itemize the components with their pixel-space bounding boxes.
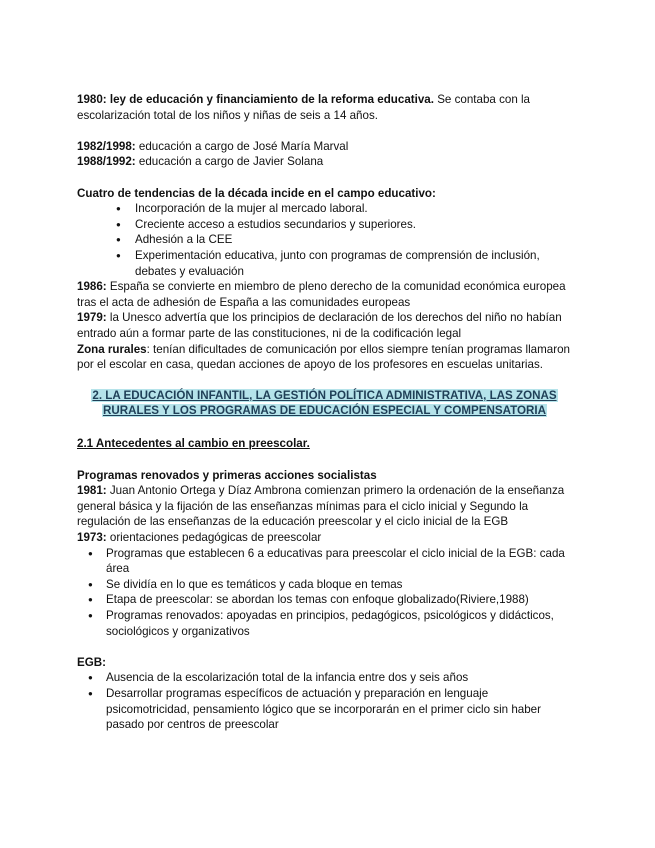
egb-heading: EGB: — [77, 655, 106, 669]
paragraph-1980 — [77, 92, 572, 123]
list-item: ● Creciente acceso a estudios secundarios y superiores. — [77, 217, 572, 233]
period-1988 — [77, 154, 572, 170]
paragraph-1981 — [77, 483, 572, 530]
document-page — [77, 92, 572, 733]
period-1982 — [77, 139, 572, 155]
section-2-heading-line2: RURALES Y LOS PROGRAMAS DE EDUCACIÓN ESPECIAL Y COMPENSATORIA — [103, 404, 546, 418]
period-1988-text: educación a cargo de Javier Solana — [135, 155, 324, 169]
list-item: ● Incorporación de la mujer al mercado laboral. — [77, 201, 572, 217]
section-2-heading-line1: 2. LA EDUCACIÓN INFANTIL, LA GESTIÓN POLÍTICA ADMINISTRATIVA, LAS ZONAS — [92, 388, 557, 402]
tendencias-heading: Cuatro de tendencias de la década incide en el campo educativo: — [77, 186, 436, 200]
paragraph-1980-bold: 1980: ley de educación y financiamiento de la reforma educativa. — [77, 93, 434, 106]
paragraph-1973 — [77, 530, 572, 546]
subsection-2-1-heading: 2.1 Antecedentes al cambio en preescolar. — [77, 437, 310, 451]
paragraph-1979-bold: 1979: — [77, 311, 107, 325]
paragraph-1981-bold: 1981: — [77, 484, 107, 498]
tendencias-list — [77, 201, 572, 279]
list-item: ● Ausencia de la escolarización total de la infancia entre dos y seis años — [77, 670, 572, 686]
period-1982-text: educación a cargo de José María Marval — [135, 139, 349, 153]
list-item: ● Adhesión a la CEE — [77, 232, 572, 248]
list-item: ● Desarrollar programas específicos de actuación y preparación en lenguaje psicomotricidad, pensamiento lógico que se incorporarán en el primer ciclo sin haber pasado por centros de preescolar — [77, 686, 572, 733]
paragraph-1986 — [77, 279, 572, 310]
paragraph-1979 — [77, 310, 572, 341]
paragraph-1979-text: la Unesco advertía que los principios de declaración de los derechos del niño no habían entrado aún a formar parte de las constituciones, ni de la codificación legal — [77, 311, 562, 340]
egb-list — [77, 670, 572, 732]
paragraph-zona-rurales — [77, 342, 572, 373]
paragraph-1986-text: España se convierte en miembro de pleno derecho de la comunidad económica europea tras el acta de adhesión de España a las comunidades europeas — [77, 280, 566, 309]
list-item: ● Experimentación educativa, junto con programas de comprensión de inclusión, debates y evaluación — [77, 248, 572, 279]
programas-list — [77, 546, 572, 640]
paragraph-1986-bold: 1986: — [77, 280, 107, 294]
list-item: ● Programas renovados: apoyadas en principios, pedagógicos, psicológicos y didácticos, sociológicos y organizativos — [77, 608, 572, 639]
zona-rurales-text: : tenían dificultades de comunicación por ellos siempre tenían programas llamaron por el escolar en casa, quedan acciones de apoyo de los profesores en escuelas unitarias. — [77, 342, 570, 372]
list-item: ● Etapa de preescolar: se abordan los temas con enfoque globalizado(Riviere,1988) — [77, 592, 572, 608]
paragraph-1980-text: Se contaba con la escolarización total de los niños y niñas de seis a 14 años. — [77, 93, 531, 122]
zona-rurales-bold: Zona rurales — [77, 342, 147, 356]
paragraph-1973-text: orientaciones pedagógicas de preescolar — [106, 531, 322, 545]
paragraph-1973-bold: 1973: — [77, 531, 107, 545]
programas-heading: Programas renovados y primeras acciones socialistas — [77, 468, 377, 482]
list-item: ● Se dividía en lo que es temáticos y cada bloque en temas — [77, 577, 572, 593]
paragraph-1981-text: Juan Antonio Ortega y Díaz Ambrona comienzan primero la ordenación de la enseñanza general básica y la fijación de las enseñanzas mínimas para el ciclo inicial y Segundo la regulación de las enseñanzas de la educación preescolar y el ciclo inicial de la EGB — [77, 484, 565, 529]
section-2-heading — [77, 388, 572, 419]
list-item: ● Programas que establecen 6 a educativas para preescolar el ciclo inicial de la EGB: cada área — [77, 546, 572, 577]
period-1982-bold: 1982/1998: — [77, 139, 136, 153]
period-1988-bold: 1988/1992: — [77, 155, 136, 169]
